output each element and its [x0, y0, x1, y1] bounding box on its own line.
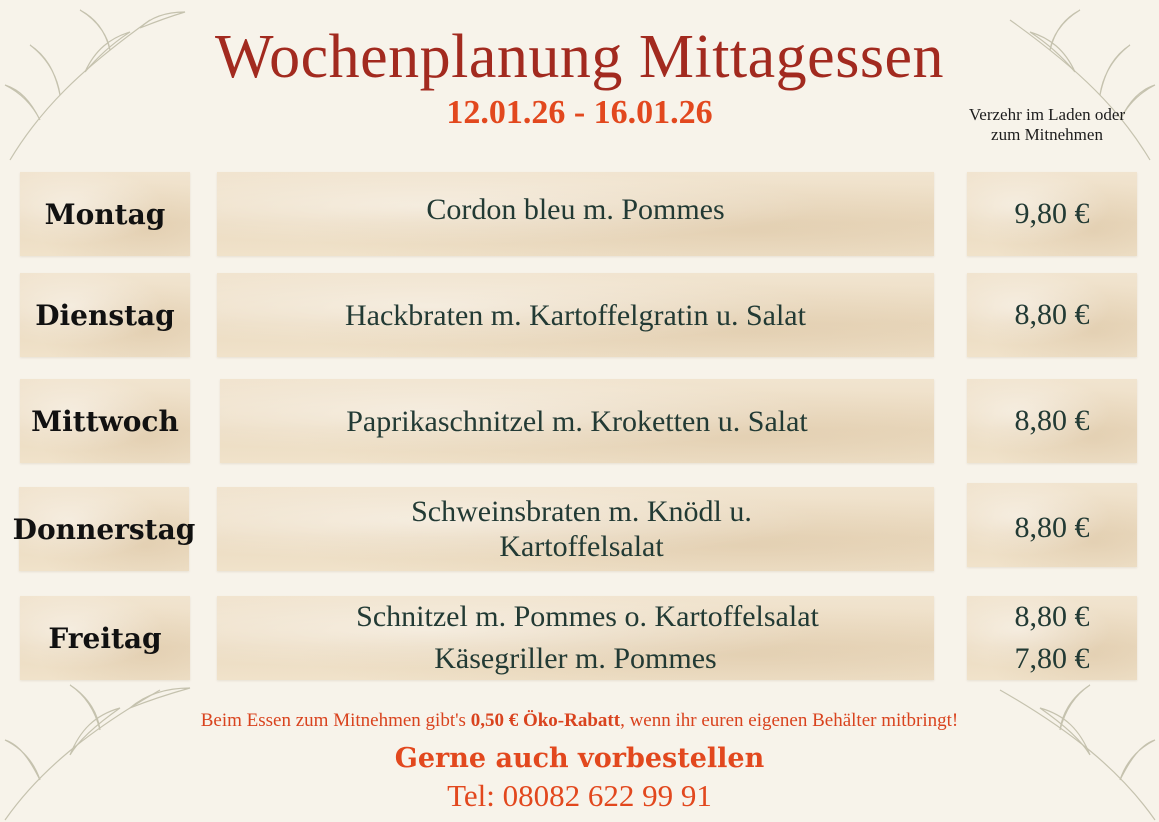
price-text: 8,80 € [1014, 404, 1090, 437]
meal-text: Käsegriller m. Pommes [434, 642, 717, 675]
meal-text: Paprikaschnitzel m. Kroketten u. Salat [346, 404, 808, 438]
price-text: 9,80 € [1014, 197, 1090, 230]
price-text: 8,80 € [1014, 298, 1090, 331]
date-range: 12.01.26 - 16.01.26 [446, 94, 713, 131]
meal-text: Kartoffelsalat [499, 530, 664, 563]
price-cell [967, 483, 1137, 567]
price-cell [967, 596, 1137, 680]
discount-amount: 0,50 € Öko-Rabatt [470, 710, 621, 731]
day-label: Freitag [20, 596, 190, 680]
meal-cell [217, 273, 934, 357]
meal-cell [217, 596, 934, 680]
day-label: Montag [20, 172, 190, 256]
discount-note [0, 710, 1159, 732]
note-text: , wenn ihr euren eigenen Behälter mitbringt! [620, 710, 959, 731]
meal-text: Schweinsbraten m. Knödl u. [411, 495, 752, 528]
meal-cell [220, 379, 934, 463]
meal-text: Cordon bleu m. Pommes [426, 192, 725, 226]
meal-cell [217, 487, 934, 571]
note-text: Beim Essen zum Mitnehmen gibt's [200, 710, 471, 731]
meal-cell [217, 172, 934, 256]
price-cell [967, 172, 1137, 256]
phone-number: Tel: 08082 622 99 91 [447, 778, 712, 813]
price-text: 8,80 € [1014, 511, 1090, 544]
price-cell [967, 379, 1137, 463]
page-title: Wochenplanung Mittagessen [215, 23, 944, 91]
price-text: 8,80 € [1014, 600, 1090, 633]
day-label: Donnerstag [19, 487, 189, 571]
preorder-call-to-action: Gerne auch vorbestellen [394, 743, 765, 774]
price-cell [967, 273, 1137, 357]
day-label: Mittwoch [20, 379, 190, 463]
price-column-header: Verzehr im Laden oder zum Mitnehmen [968, 105, 1126, 144]
price-text: 7,80 € [1014, 642, 1090, 675]
meal-text: Schnitzel m. Pommes o. Kartoffelsalat [356, 600, 819, 633]
meal-text: Hackbraten m. Kartoffelgratin u. Salat [345, 298, 806, 332]
day-label: Dienstag [20, 273, 190, 357]
